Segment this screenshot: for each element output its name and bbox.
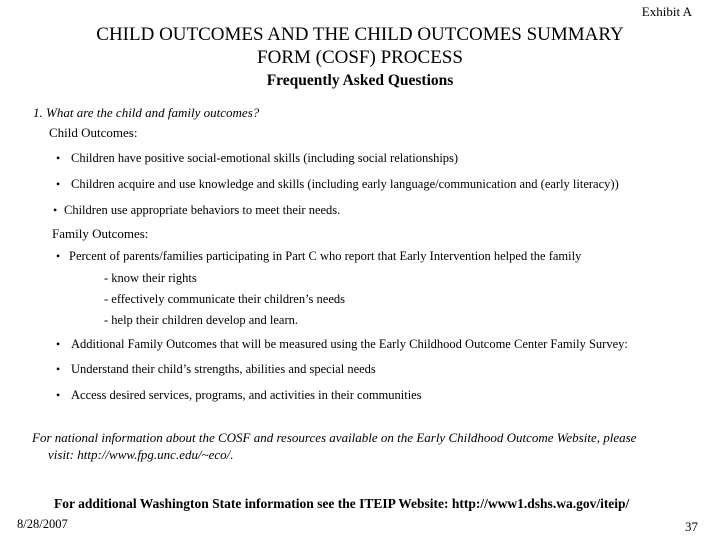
- bullet-icon: •: [56, 388, 61, 402]
- page-number: 37: [685, 519, 698, 534]
- bullet-icon: •: [56, 151, 61, 165]
- child-outcome-item: Children have positive social-emotional skills (including social relationships): [71, 151, 459, 165]
- bullet-icon: •: [53, 203, 58, 217]
- bullet-icon: •: [56, 337, 61, 351]
- family-sub-item: - help their children develop and learn.: [104, 313, 299, 327]
- bullet-icon: •: [56, 249, 61, 263]
- page-title-line1: CHILD OUTCOMES AND THE CHILD OUTCOMES SUMMARY: [96, 24, 624, 45]
- family-sub-item: - effectively communicate their children’s needs: [104, 292, 345, 306]
- family-sub-item: - know their rights: [104, 271, 197, 285]
- page-subtitle: Frequently Asked Questions: [266, 72, 454, 89]
- family-outcome-intro: Percent of parents/families participating in Part C who report that Early Intervention helped the family: [69, 249, 582, 263]
- family-outcome-item: Additional Family Outcomes that will be measured using the Early Childhood Outcome Center Family Survey:: [71, 337, 628, 351]
- national-info-line2: visit: http://www.fpg.unc.edu/~eco/.: [48, 447, 234, 462]
- child-outcomes-heading: Child Outcomes:: [49, 125, 138, 140]
- family-outcomes-heading: Family Outcomes:: [52, 226, 149, 241]
- exhibit-label: Exhibit A: [641, 4, 692, 19]
- washington-info-line: For additional Washington State information see the ITEIP Website: http://www1.dshs.wa.gov/iteip/: [54, 496, 630, 511]
- bullet-icon: •: [56, 362, 61, 376]
- family-outcome-item: Access desired services, programs, and activities in their communities: [71, 388, 422, 402]
- page-title-line2: FORM (COSF) PROCESS: [257, 47, 463, 68]
- child-outcome-item: Children acquire and use knowledge and skills (including early language/communication and (early literacy)): [71, 177, 619, 191]
- national-info-line1: For national information about the COSF and resources available on the Early Childhood Outcome Website, please: [32, 430, 637, 445]
- document-date: 8/28/2007: [17, 517, 68, 531]
- question-heading: 1. What are the child and family outcomes?: [33, 105, 260, 120]
- family-outcome-item: Understand their child’s strengths, abilities and special needs: [71, 362, 376, 376]
- child-outcome-item: Children use appropriate behaviors to meet their needs.: [64, 203, 341, 217]
- bullet-icon: •: [56, 177, 61, 191]
